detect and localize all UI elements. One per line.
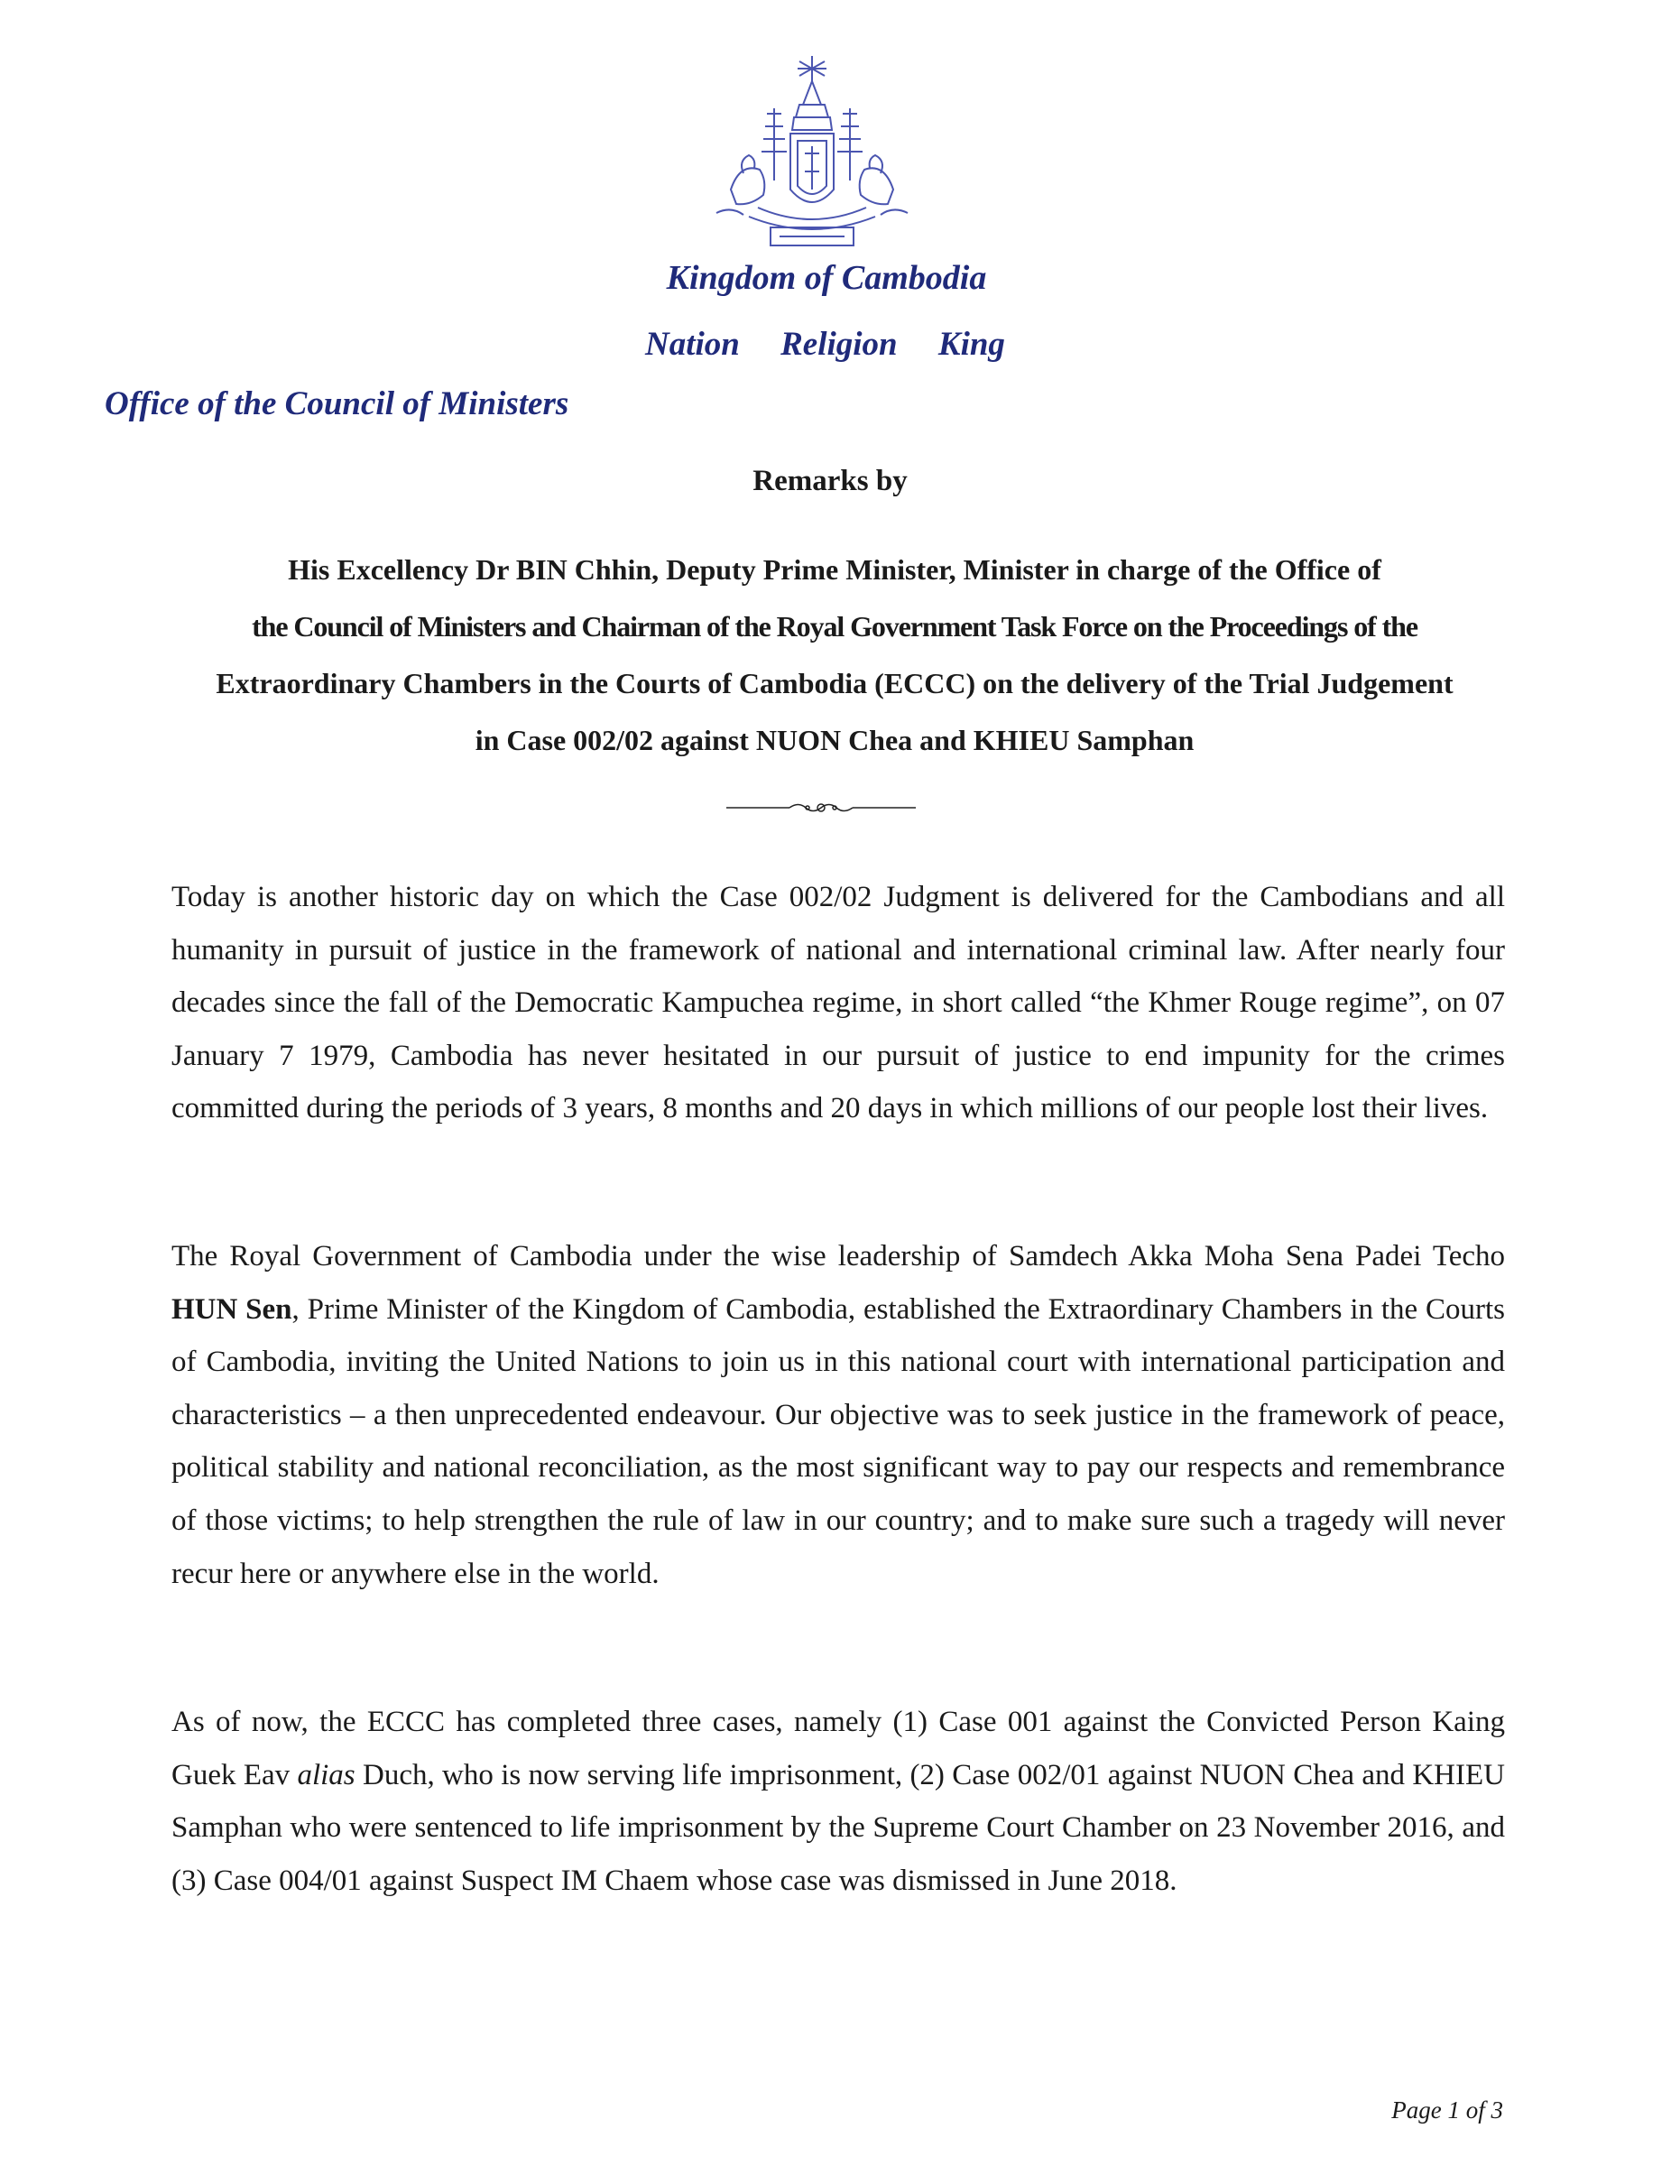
subtitle-line: in Case 002/02 against NUON Chea and KHIEU Samphan [475,724,1195,756]
page-number: Page 1 of 3 [1391,2096,1503,2124]
motto-king: King [937,326,1005,363]
royal-arms-emblem [704,54,920,262]
paragraph-3 [171,1696,1505,1907]
motto-nation: Nation [645,326,740,363]
remarks-heading: Remarks by [752,465,908,497]
subtitle-line: the Council of Ministers and Chairman of the Royal Government Task Force on the Proceedings of the [252,610,1417,643]
national-motto [645,325,1038,364]
paragraph-2-start: The Royal Government of Cambodia under the wise leadership of Samdech Akka Moha Sena Padei Techo [171,1240,1505,1272]
subtitle-line: His Excellency Dr BIN Chhin, Deputy Prime Minister, Minister in charge of the Office of [288,553,1381,586]
office-heading: Office of the Council of Ministers [105,385,569,422]
ornamental-divider [726,794,916,821]
paragraph-2-end: , Prime Minister of the Kingdom of Cambodia, established the Extraordinary Chambers in the Courts of Cambodia, inviting the United Nations to join us in this national court with international participation and characteristics – a then unprecedented endeavour. Our objective was to seek justice in the framework of peace, political stability and national reconciliation, as the most significant way to pay our respects and remembrance of those victims; to help strengthen the rule of law in our country; and to make sure such a tragedy will never recur here or anywhere else in the world. [171,1292,1505,1590]
paragraph-3-italic: alias [297,1758,355,1791]
subtitle-line: Extraordinary Chambers in the Courts of Cambodia (ECCC) on the delivery of the Trial Judgement [216,667,1454,699]
paragraph-2-bold-name: HUN Sen [171,1292,292,1326]
paragraph-1: Today is another historic day on which the Case 002/02 Judgment is delivered for the Cambodians and all humanity in pursuit of justice in the framework of national and international criminal law. After nearly four decades since the fall of the Democratic Kampuchea regime, in short called “the Khmer Rouge regime”, on 07 January 7 1979, Cambodia has never hesitated in our pursuit of justice to end impunity for the crimes committed during the periods of 3 years, 8 months and 20 days in which millions of our people lost their lives. [171,881,1505,1125]
paragraph-2 [171,1230,1505,1600]
speaker-subtitle [180,541,1489,769]
kingdom-heading: Kingdom of Cambodia [666,259,987,297]
paragraph-3-end: Duch, who is now serving life imprisonment, (2) Case 002/01 against NUON Chea and KHIEU Samphan who were sentenced to life imprisonment by the Supreme Court Chamber on 23 November 2016, and (3) Case 004/01 against Suspect IM Chaem whose case was dismissed in June 2018. [171,1758,1505,1897]
paragraph-3-start: As of now, the ECCC has completed three cases, namely (1) Case 001 against the Convicted Person Kaing Guek Eav [171,1706,1505,1791]
motto-religion: Religion [780,326,898,363]
